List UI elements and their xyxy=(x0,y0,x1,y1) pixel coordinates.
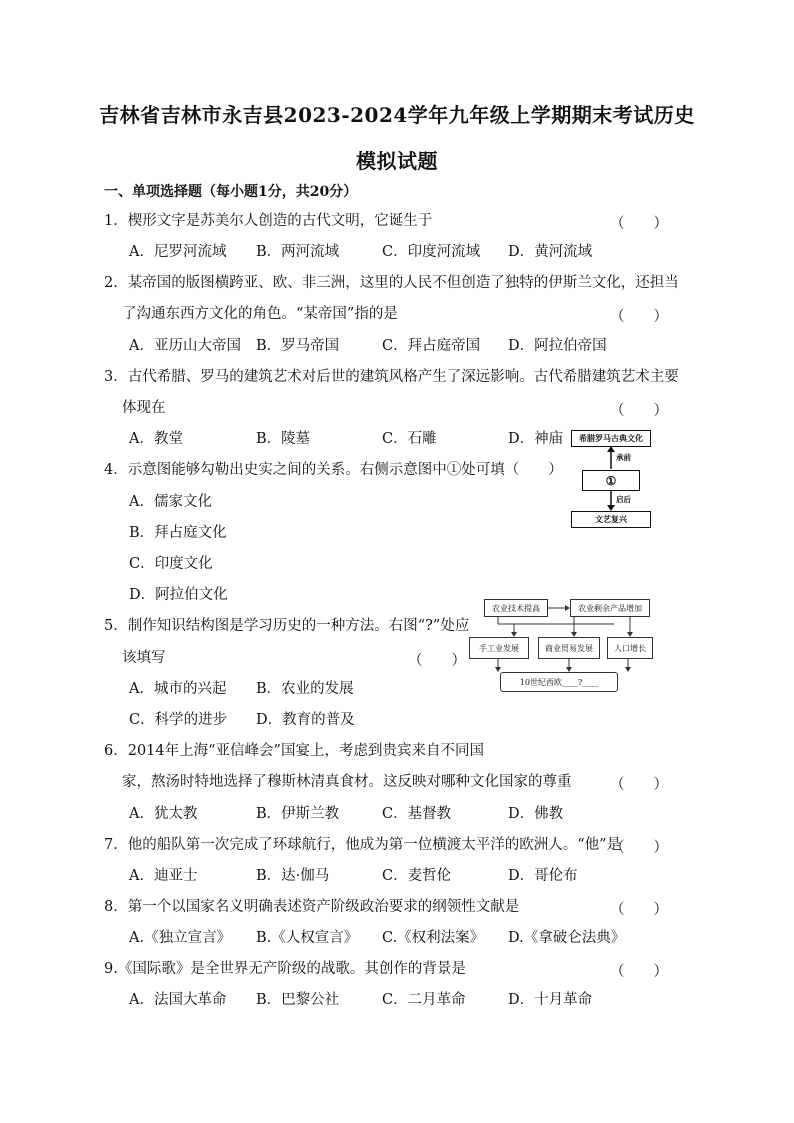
q2-option-a: A．亚历山大帝国 xyxy=(129,338,241,354)
question-4-stem: 4．示意图能够勾勒出史实之间的关系。右侧示意图中①处可填（ ） xyxy=(104,462,563,478)
answer-paren: （ ） xyxy=(408,653,466,669)
q6-option-b: B．伊斯兰教 xyxy=(256,806,340,822)
q1-option-b: B．两河流域 xyxy=(256,244,340,260)
q2-option-c: C．拜占庭帝国 xyxy=(382,338,481,354)
answer-paren: （ ） xyxy=(610,964,668,980)
diagram-q5-box-trade: 商业贸易发展 xyxy=(538,637,600,659)
diagram-q5-box-population: 人口增长 xyxy=(607,637,653,659)
q6-option-d: D．佛教 xyxy=(508,806,564,822)
q5-option-d: D．教育的普及 xyxy=(256,712,355,728)
question-7-stem: 7．他的船队第一次完成了环球航行，他成为第一位横渡太平洋的欧洲人。“他”是 xyxy=(104,837,622,853)
diagram-q4-top-box: 希腊罗马古典文化 xyxy=(571,430,651,447)
diagram-q5-box-agri-tech: 农业技术提高 xyxy=(484,599,548,617)
question-2-stem: 2．某帝国的版图横跨亚、欧、非三洲，这里的人民不但创造了独特的伊斯兰文化，还担当 xyxy=(104,275,679,291)
q4-option-b: B．拜占庭文化 xyxy=(129,525,227,541)
question-3-stem: 3．古代希腊、罗马的建筑艺术对后世的建筑风格产生了深远影响。古代希腊建筑艺术主要 xyxy=(104,369,679,385)
diagram-q4-label-down: 启后 xyxy=(616,495,631,504)
answer-paren: （ ） xyxy=(610,309,668,325)
diagram-q4-middle-box: ① xyxy=(582,470,640,491)
diagram-q5-box-surplus: 农业剩余产品增加 xyxy=(570,599,650,617)
q5-option-b: B．农业的发展 xyxy=(256,681,354,697)
question-6-stem: 6．2014年上海“亚信峰会”国宴上，考虑到贵宾来自不同国 xyxy=(104,743,484,759)
q4-option-a: A．儒家文化 xyxy=(129,494,212,510)
diagram-q5-box-result: 10世纪西欧____?____ xyxy=(500,672,618,692)
question-5-stem-cont: 该填写 xyxy=(122,650,166,666)
q1-option-a: A．尼罗河流域 xyxy=(129,244,227,260)
q3-option-a: A．教堂 xyxy=(129,431,183,447)
q9-option-c: C．二月革命 xyxy=(382,992,466,1008)
section-heading: 一、单项选择题（每小题1分，共20分） xyxy=(104,184,358,200)
q2-option-d: D．阿拉伯帝国 xyxy=(508,338,607,354)
q8-option-b: B.《人权宣言》 xyxy=(256,930,359,946)
q6-option-c: C．基督教 xyxy=(382,806,452,822)
q3-option-d: D．神庙 xyxy=(508,431,564,447)
q8-option-d: D.《拿破仑法典》 xyxy=(508,930,626,946)
diagram-q4-label-up: 承前 xyxy=(616,453,631,462)
q9-option-d: D．十月革命 xyxy=(508,992,593,1008)
q6-option-a: A．犹太教 xyxy=(129,806,198,822)
question-1-stem: 1．楔形文字是苏美尔人创造的古代文明，它诞生于 xyxy=(104,213,433,229)
q9-option-b: B．巴黎公社 xyxy=(256,992,340,1008)
answer-paren: （ ） xyxy=(610,902,668,918)
page-subtitle: 模拟试题 xyxy=(356,149,438,173)
q7-option-a: A．迪亚士 xyxy=(129,868,198,884)
q8-option-c: C.《权利法案》 xyxy=(382,930,485,946)
q4-option-d: D．阿拉伯文化 xyxy=(129,587,228,603)
question-6-stem-cont: 家，熬汤时特地选择了穆斯林清真食材。这反映对哪种文化国家的尊重 xyxy=(122,774,572,790)
diagram-q5-box-handicraft: 手工业发展 xyxy=(469,637,529,659)
q9-option-a: A．法国大革命 xyxy=(129,992,227,1008)
question-2-stem-cont: 了沟通东西方文化的角色。“某帝国”指的是 xyxy=(122,306,398,322)
q7-option-b: B．达·伽马 xyxy=(256,868,330,884)
question-5-stem: 5．制作知识结构图是学习历史的一种方法。右图“?”处应 xyxy=(104,618,470,634)
q1-option-d: D．黄河流域 xyxy=(508,244,593,260)
q3-option-b: B．陵墓 xyxy=(256,431,311,447)
answer-paren: （ ） xyxy=(610,403,668,419)
q7-option-c: C．麦哲伦 xyxy=(382,868,452,884)
answer-paren: （ ） xyxy=(610,840,668,856)
q2-option-b: B．罗马帝国 xyxy=(256,338,340,354)
question-8-stem: 8．第一个以国家名义明确表述资产阶级政治要求的纲领性文献是 xyxy=(104,899,520,915)
question-3-stem-cont: 体现在 xyxy=(122,400,166,416)
q5-option-c: C．科学的进步 xyxy=(129,712,228,728)
q8-option-a: A.《独立宣言》 xyxy=(129,930,232,946)
question-9-stem: 9.《国际歌》是全世界无产阶级的战歌。其创作的背景是 xyxy=(104,961,466,977)
q1-option-c: C．印度河流域 xyxy=(382,244,481,260)
page-title: 吉林省吉林市永吉县2023-2024学年九年级上学期期末考试历史 xyxy=(99,103,695,127)
q7-option-d: D．哥伦布 xyxy=(508,868,578,884)
answer-paren: （ ） xyxy=(610,777,668,793)
answer-paren: （ ） xyxy=(610,216,668,232)
q5-option-a: A．城市的兴起 xyxy=(129,681,227,697)
q4-option-c: C．印度文化 xyxy=(129,556,213,572)
q3-option-c: C．石雕 xyxy=(382,431,437,447)
diagram-q4-bottom-box: 文艺复兴 xyxy=(571,511,651,528)
